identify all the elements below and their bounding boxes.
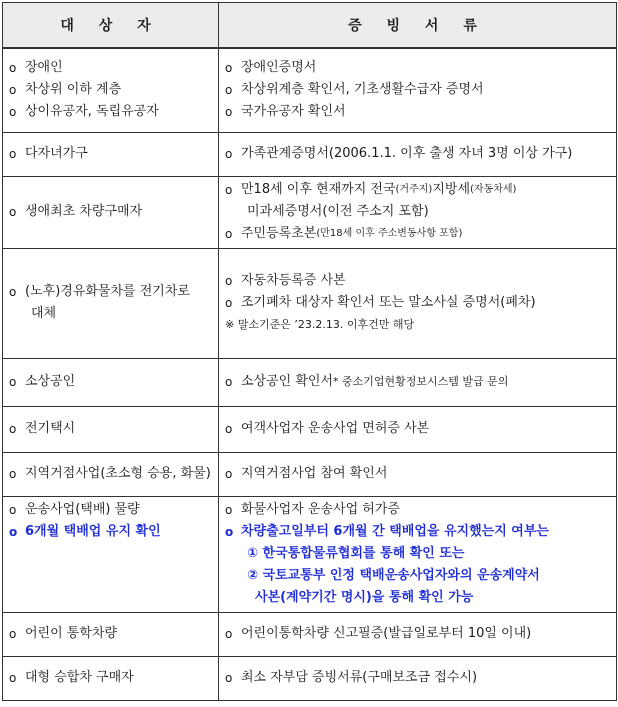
target-cell: o 다자녀가구 — [3, 132, 219, 176]
documents-cell: o 화물사업자 운송사업 허가증 o 차량출고일부터 6개월 간 택배업을 유지했는지 여부는 ① 한국통합물류협회를 통해 확인 또는 ② 국토교통부 인정 택배운송사업자와의 운송계약서 사본(계약기간 명시)을 통해 확인 가능 — [219, 496, 617, 612]
bullet: o — [225, 502, 233, 517]
bullet: o — [225, 422, 233, 436]
bullet: o — [225, 671, 233, 685]
documents-cell: o 소상공인 확인서 * 중소기업현황정보시스템 발급 문의 — [219, 358, 617, 406]
bullet: o — [9, 375, 17, 389]
bullet: o — [9, 147, 17, 161]
table-row — [3, 176, 617, 248]
bullet: o — [9, 524, 18, 539]
target-cell: o 소상공인 — [3, 358, 219, 406]
bullet: o — [225, 627, 233, 641]
table-row — [3, 656, 617, 700]
bullet: o — [225, 83, 233, 98]
target-cell: o (노후)경유화물차를 전기차로 대체 — [3, 248, 219, 358]
target-cell: o 전기택시 — [3, 406, 219, 452]
bullet: o — [225, 467, 233, 481]
target-cell: o 장애인 o 차상위 이하 계층 o 상이유공자, 독립유공자 — [3, 48, 219, 132]
bullet: o — [225, 375, 233, 389]
documents-cell: o 장애인증명서 o 차상위계층 확인서, 기초생활수급자 증명서 o 국가유공자 확인서 — [219, 48, 617, 132]
target-cell: o 생애최초 차량구매자 — [3, 176, 219, 248]
bullet: o — [9, 467, 17, 481]
bullet: o — [225, 147, 233, 161]
table-row — [3, 496, 617, 612]
target-cell: o 지역거점사업(초소형 승용, 화물) — [3, 452, 219, 496]
header-target: 대 상 자 — [3, 3, 219, 49]
table-row — [3, 132, 617, 176]
target-cell: o 대형 승합차 구매자 — [3, 656, 219, 700]
table-row — [3, 452, 617, 496]
bullet: o — [225, 227, 233, 241]
bullet: o — [225, 274, 233, 288]
documents-cell: o 자동차등록증 사본 o 조기폐차 대상자 확인서 또는 말소사실 증명서(폐차) ※ 말소기준은 ’23.2.13. 이후건만 해당 — [219, 248, 617, 358]
documents-cell: o 최소 자부담 증빙서류(구매보조금 접수시) — [219, 656, 617, 700]
documents-cell: o 만18세 이후 현재까지 전국 (거주지) 지방세 (자동차세) 미과세증명서(이전 주소지 포함) o 주민등록초본 (만18세 이후 주소변동사항 포함) — [219, 176, 617, 248]
bullet: o — [9, 205, 17, 219]
target-cell: o 운송사업(택배) 물량 o 6개월 택배업 유지 확인 — [3, 496, 219, 612]
table-row — [3, 612, 617, 656]
table-row — [3, 48, 617, 132]
target-cell: o 어린이 통학차량 — [3, 612, 219, 656]
bullet: o — [225, 183, 233, 197]
bullet: o — [225, 296, 233, 310]
bullet: o — [9, 422, 17, 436]
table-header-row — [3, 3, 617, 49]
bullet: o — [9, 671, 17, 685]
bullet: o — [225, 105, 233, 120]
table-row — [3, 358, 617, 406]
eligibility-documents-table — [2, 2, 617, 701]
documents-cell: o 지역거점사업 참여 확인서 — [219, 452, 617, 496]
bullet: o — [9, 61, 17, 76]
note-text: ※ 말소기준은 ’23.2.13. 이후건만 해당 — [225, 318, 415, 331]
header-documents: 증 빙 서 류 — [219, 3, 617, 49]
bullet: o — [9, 502, 17, 517]
documents-cell: o 가족관계증명서(2006.1.1. 이후 출생 자녀 3명 이상 가구) — [219, 132, 617, 176]
table-row — [3, 248, 617, 358]
bullet: o — [9, 105, 17, 120]
bullet: o — [225, 524, 234, 539]
bullet: o — [9, 83, 17, 98]
documents-cell: o 어린이통학차량 신고필증(발급일로부터 10일 이내) — [219, 612, 617, 656]
bullet: o — [9, 285, 17, 299]
bullet: o — [225, 61, 233, 76]
table-row — [3, 406, 617, 452]
bullet: o — [9, 627, 17, 641]
documents-cell: o 여객사업자 운송사업 면허증 사본 — [219, 406, 617, 452]
